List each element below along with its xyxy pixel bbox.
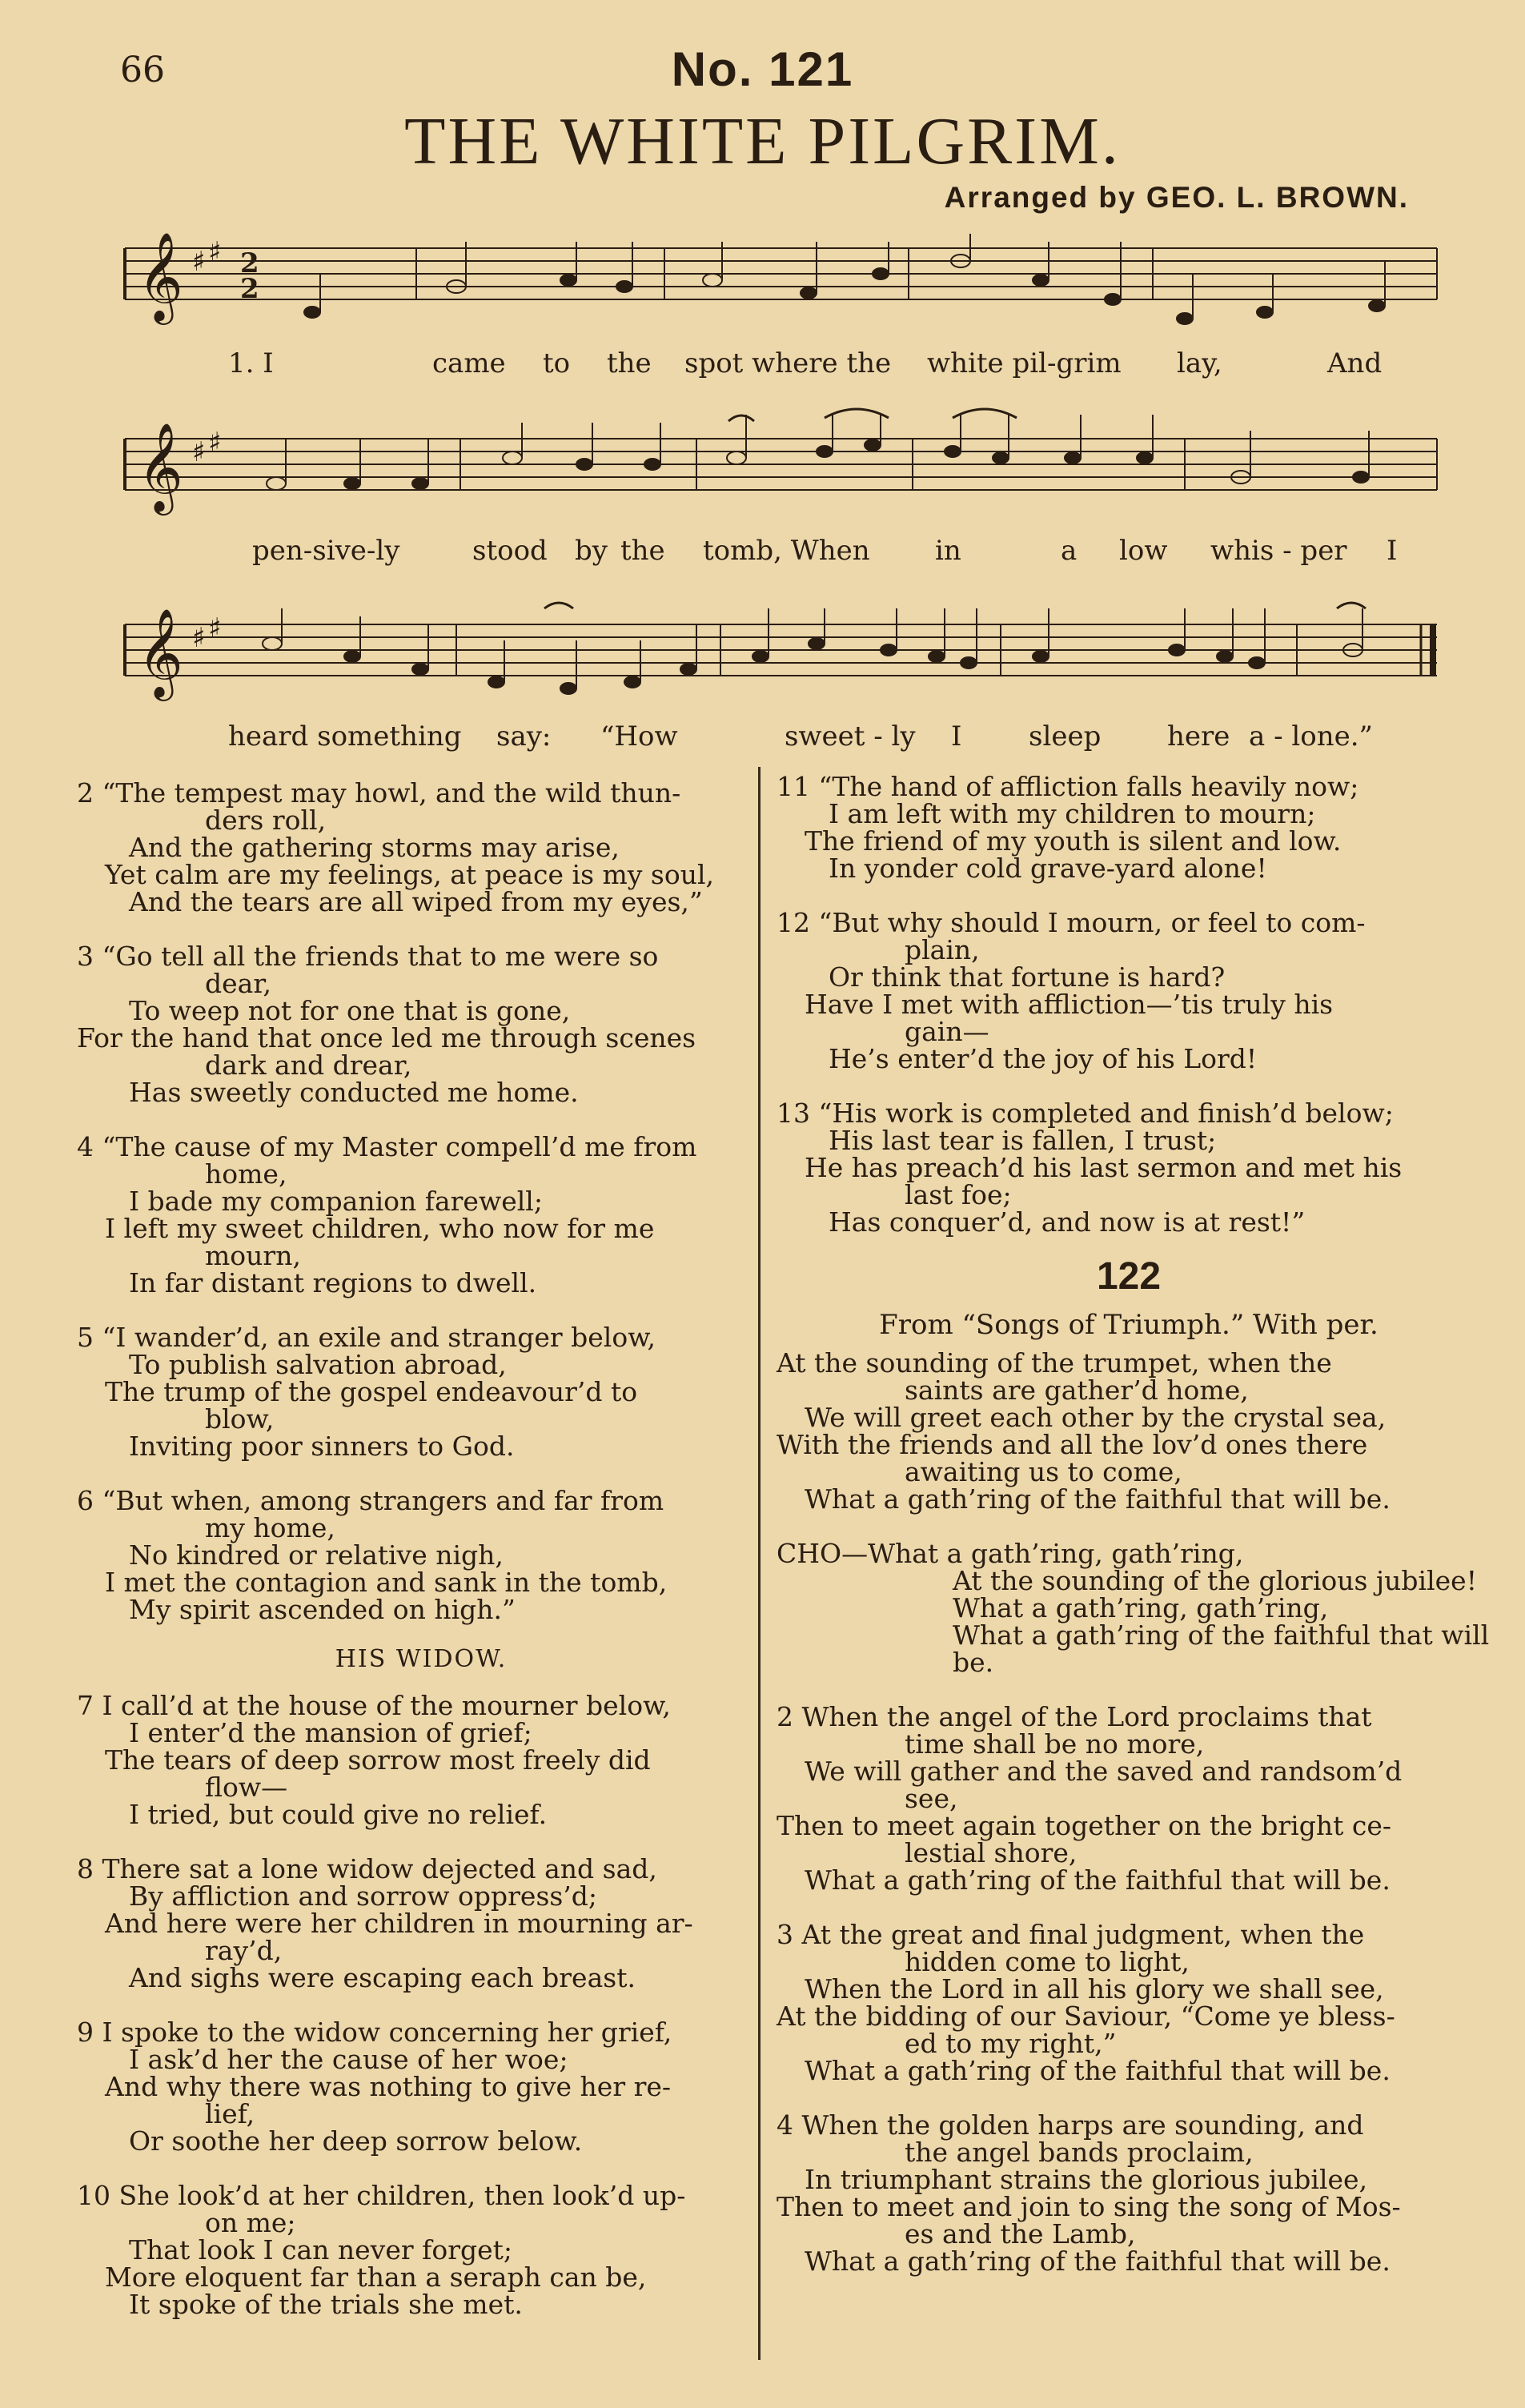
verse-line: In triumphant strains the glorious jubilee, (805, 2164, 1368, 2195)
hymn-122-source: From “Songs of Triumph.” With per. (879, 1309, 1379, 1341)
verse-line: lestial shore, (905, 1837, 1078, 1868)
music-staff-3 (120, 592, 1441, 720)
lyric-syllable: lay, (1177, 347, 1222, 379)
verse-line: In far distant regions to dwell. (129, 1267, 537, 1298)
svg-text:♯: ♯ (208, 612, 222, 644)
music-staff-2 (120, 407, 1441, 535)
svg-text:♯: ♯ (192, 246, 206, 278)
verse-line: What a gath’ring of the faithful that will be. (805, 2245, 1391, 2277)
stanza-4 (77, 1131, 765, 1298)
verse-line: For the hand that once led me through scenes (77, 1022, 696, 1054)
verse-line: And here were her children in mourning ar- (105, 1908, 693, 1939)
hymn-title: THE WHITE PILGRIM. (404, 104, 1121, 179)
stanza-7 (77, 1692, 765, 1828)
svg-text:𝄞: 𝄞 (138, 608, 183, 697)
verse-line: be. (953, 1647, 994, 1678)
verse-line: The friend of my youth is silent and low. (805, 825, 1342, 857)
verse-line: No kindred or relative nigh, (129, 1539, 504, 1571)
verse-line: And why there was nothing to give her re- (105, 2071, 672, 2102)
verse-line: At the sounding of the glorious jubilee! (953, 1565, 1477, 1596)
verse-line: With the friends and all the lov’d ones there (777, 1429, 1368, 1460)
verse-line: What a gath’ring of the faithful that will (953, 1619, 1490, 1651)
verse-line: He has preach’d his last sermon and met his (805, 1152, 1403, 1183)
lyric-syllable: came (432, 347, 506, 379)
hymn-122-stanza-3 (777, 1921, 1481, 2085)
verse-line: What a gath’ring, gath’ring, (953, 1592, 1329, 1623)
verse-line: It spoke of the trials she met. (129, 2289, 523, 2320)
verse-line: I bade my companion farewell; (129, 1186, 543, 1217)
hymn-122-number: 122 (1096, 1255, 1162, 1298)
verse-line: In yonder cold grave-yard alone! (829, 853, 1267, 884)
lyric-syllable: pen-sive-ly (252, 535, 400, 567)
verse-line: 3 “Go tell all the friends that to me were so (77, 941, 659, 972)
verse-line: At the sounding of the trumpet, when the (777, 1347, 1332, 1379)
verse-line: home, (205, 1158, 287, 1190)
stanza-12 (777, 909, 1481, 1073)
verse-line: Has conquer’d, and now is at rest!” (829, 1206, 1306, 1238)
verse-line: lief, (205, 2098, 255, 2129)
svg-text:♯: ♯ (192, 436, 206, 468)
verse-line: time shall be no more, (905, 1728, 1205, 1760)
stanza-11 (777, 773, 1481, 882)
verse-line: I tried, but could give no relief. (129, 1799, 548, 1830)
stanza-13 (777, 1100, 1481, 1236)
verse-line: The tears of deep sorrow most freely did (105, 1744, 651, 1776)
verse-line: We will greet each other by the crystal sea, (805, 1402, 1387, 1433)
verse-line: What a gath’ring of the faithful that will be. (805, 1864, 1391, 1896)
verse-line: 2 When the angel of the Lord proclaims that (777, 1701, 1372, 1732)
hymn-122-chorus (777, 1538, 1490, 1678)
verse-line: blow, (205, 1403, 275, 1435)
svg-text:𝄞: 𝄞 (138, 231, 183, 321)
lyric-syllable: whis - per (1210, 535, 1347, 567)
verse-line: What a gath’ring of the faithful that will be. (805, 2055, 1391, 2086)
verse-line: 6 “But when, among strangers and far from (77, 1485, 664, 1516)
verse-line: I am left with my children to mourn; (829, 798, 1316, 829)
lyric-syllable: And (1327, 347, 1383, 379)
stanza-5 (77, 1324, 765, 1460)
verse-line: hidden come to light, (905, 1946, 1190, 1977)
verse-line: Or think that fortune is hard? (829, 961, 1226, 993)
verse-line: 12 “But why should I mourn, or feel to com- (777, 907, 1366, 938)
verse-line: When the Lord in all his glory we shall see, (805, 1973, 1384, 2005)
lyric-syllable: spot where the (684, 347, 892, 379)
verse-line: ed to my right,” (905, 2028, 1117, 2059)
verse-line: Inviting poor sinners to God. (129, 1431, 515, 1462)
verse-line: Or soothe her deep sorrow below. (129, 2125, 583, 2157)
svg-text:2: 2 (240, 273, 259, 305)
stanza-9 (77, 2019, 765, 2155)
verse-line: The trump of the gospel endeavour’d to (105, 1376, 638, 1407)
verse-line: mourn, (205, 1240, 301, 1271)
lyric-syllable: “How (600, 720, 678, 752)
verse-line: He’s enter’d the joy of his Lord! (829, 1043, 1258, 1074)
lyric-syllable: a - lone.” (1249, 720, 1373, 752)
verse-line: the angel bands proclaim, (905, 2137, 1254, 2168)
verse-line: My spirit ascended on high.” (129, 1594, 516, 1625)
verse-line: I met the contagion and sank in the tomb, (105, 1567, 668, 1598)
verse-line: 7 I call’d at the house of the mourner below, (77, 1690, 671, 1721)
verse-line: Then to meet and join to sing the song of Mos- (777, 2191, 1401, 2222)
svg-text:2: 2 (240, 247, 259, 279)
lyric-syllable: stood (472, 535, 548, 567)
stanza-6 (77, 1487, 765, 1623)
verse-line: 2 “The tempest may howl, and the wild thun- (77, 777, 681, 809)
page-number: 66 (120, 50, 165, 90)
verse-line: That look I can never forget; (129, 2234, 512, 2266)
verse-line: awaiting us to come, (905, 1456, 1182, 1487)
verse-line: 10 She look’d at her children, then look’d up- (77, 2180, 686, 2211)
verse-line: 9 I spoke to the widow concerning her grief, (77, 2017, 672, 2048)
lyric-syllable: white pil-grim (927, 347, 1122, 379)
verse-line: flow— (205, 1772, 288, 1803)
verse-line: I ask’d her the cause of her woe; (129, 2044, 568, 2075)
verse-line: At the bidding of our Saviour, “Come ye bless- (777, 2001, 1395, 2032)
music-staff-1 (120, 226, 1441, 354)
verse-line: Then to meet again together on the bright ce- (777, 1810, 1392, 1841)
arranger-credit: Arranged by GEO. L. BROWN. (944, 181, 1409, 214)
section-subhead: HIS WIDOW. (335, 1645, 508, 1673)
verse-line: CHO—What a gath’ring, gath’ring, (777, 1538, 1244, 1569)
lyric-syllable: to (543, 347, 571, 379)
lyric-syllable: the (620, 535, 665, 567)
right-column (777, 771, 1490, 2302)
hymn-number: No. 121 (671, 42, 854, 96)
verse-line: gain— (905, 1016, 989, 1047)
verse-line: To publish salvation abroad, (129, 1349, 507, 1380)
lyric-syllable: a (1061, 535, 1078, 567)
stanza-3 (77, 943, 765, 1106)
verse-line: 5 “I wander’d, an exile and stranger below, (77, 1322, 656, 1353)
lyric-syllable: low (1119, 535, 1168, 567)
verse-line: By affliction and sorrow oppress’d; (129, 1880, 598, 1912)
verse-line: Have I met with affliction—’tis truly his (805, 989, 1334, 1020)
verse-line: plain, (905, 934, 980, 965)
verse-line: And the gathering storms may arise, (129, 832, 620, 863)
hymn-122-stanza-2 (777, 1701, 1481, 1896)
verse-line: dark and drear, (205, 1049, 412, 1081)
verse-line: To weep not for one that is gone, (129, 995, 571, 1026)
verse-line: es and the Lamb, (905, 2218, 1136, 2249)
lyric-syllable: I (1387, 535, 1398, 567)
lyrics-line-2 (0, 535, 1525, 570)
hymn-122-stanza-1 (777, 1347, 1481, 1515)
lyric-syllable: by (575, 535, 608, 567)
lyric-syllable: sweet - ly (785, 720, 916, 752)
lyric-syllable: in (935, 535, 961, 567)
lyric-syllable: say: (496, 720, 552, 752)
verse-line: 4 When the golden harps are sounding, and (777, 2109, 1364, 2141)
verse-line: We will gather and the saved and randsom’d (805, 1756, 1403, 1787)
verse-line: ray’d, (205, 1935, 283, 1966)
svg-text:♯: ♯ (208, 427, 222, 459)
verse-line: I left my sweet children, who now for me (105, 1213, 655, 1244)
left-column (77, 777, 765, 2346)
verse-line: my home, (205, 1512, 335, 1543)
lyric-syllable: I (951, 720, 962, 752)
lyric-syllable: tomb, When (703, 535, 870, 567)
verse-line: And the tears are all wiped from my eyes,” (129, 886, 703, 917)
lyric-syllable: sleep (1029, 720, 1102, 752)
verse-line: on me; (205, 2207, 296, 2238)
lyric-syllable: the (607, 347, 652, 379)
verse-line: I enter’d the mansion of grief; (129, 1717, 532, 1748)
verse-line: last foe; (905, 1179, 1012, 1210)
verse-line: His last tear is fallen, I trust; (829, 1125, 1217, 1156)
verse-line: 11 “The hand of affliction falls heavily now; (777, 771, 1359, 802)
verse-line: And sighs were escaping each breast. (129, 1962, 636, 1993)
stanza-2 (77, 777, 765, 917)
verse-line: 3 At the great and final judgment, when the (777, 1919, 1365, 1950)
verse-line: 4 “The cause of my Master compell’d me from (77, 1131, 697, 1162)
verse-line: saints are gather’d home, (905, 1375, 1249, 1406)
svg-text:♯: ♯ (208, 236, 222, 268)
lyric-syllable: 1. I (228, 347, 274, 379)
verse-line: see, (905, 1783, 958, 1814)
lyrics-line-1 (0, 347, 1525, 383)
svg-text:𝄞: 𝄞 (138, 422, 183, 512)
verse-line: Has sweetly conducted me home. (129, 1077, 579, 1108)
verse-line: dear, (205, 968, 271, 999)
stanza-10 (77, 2182, 765, 2318)
verse-line: 13 “His work is completed and finish’d below; (777, 1098, 1394, 1129)
lyric-syllable: heard something (228, 720, 462, 752)
stanza-8 (77, 1853, 765, 1993)
verse-line: More eloquent far than a seraph can be, (105, 2262, 647, 2293)
verse-line: 8 There sat a lone widow dejected and sad, (77, 1853, 657, 1884)
lyric-syllable: here (1167, 720, 1230, 752)
verse-line: Yet calm are my feelings, at peace is my soul, (105, 859, 715, 890)
svg-text:♯: ♯ (192, 622, 206, 654)
lyrics-line-3 (0, 720, 1525, 756)
verse-line: ders roll, (205, 805, 327, 836)
verse-line: What a gath’ring of the faithful that will be. (805, 1483, 1391, 1515)
hymn-122-stanza-4 (777, 2109, 1481, 2277)
